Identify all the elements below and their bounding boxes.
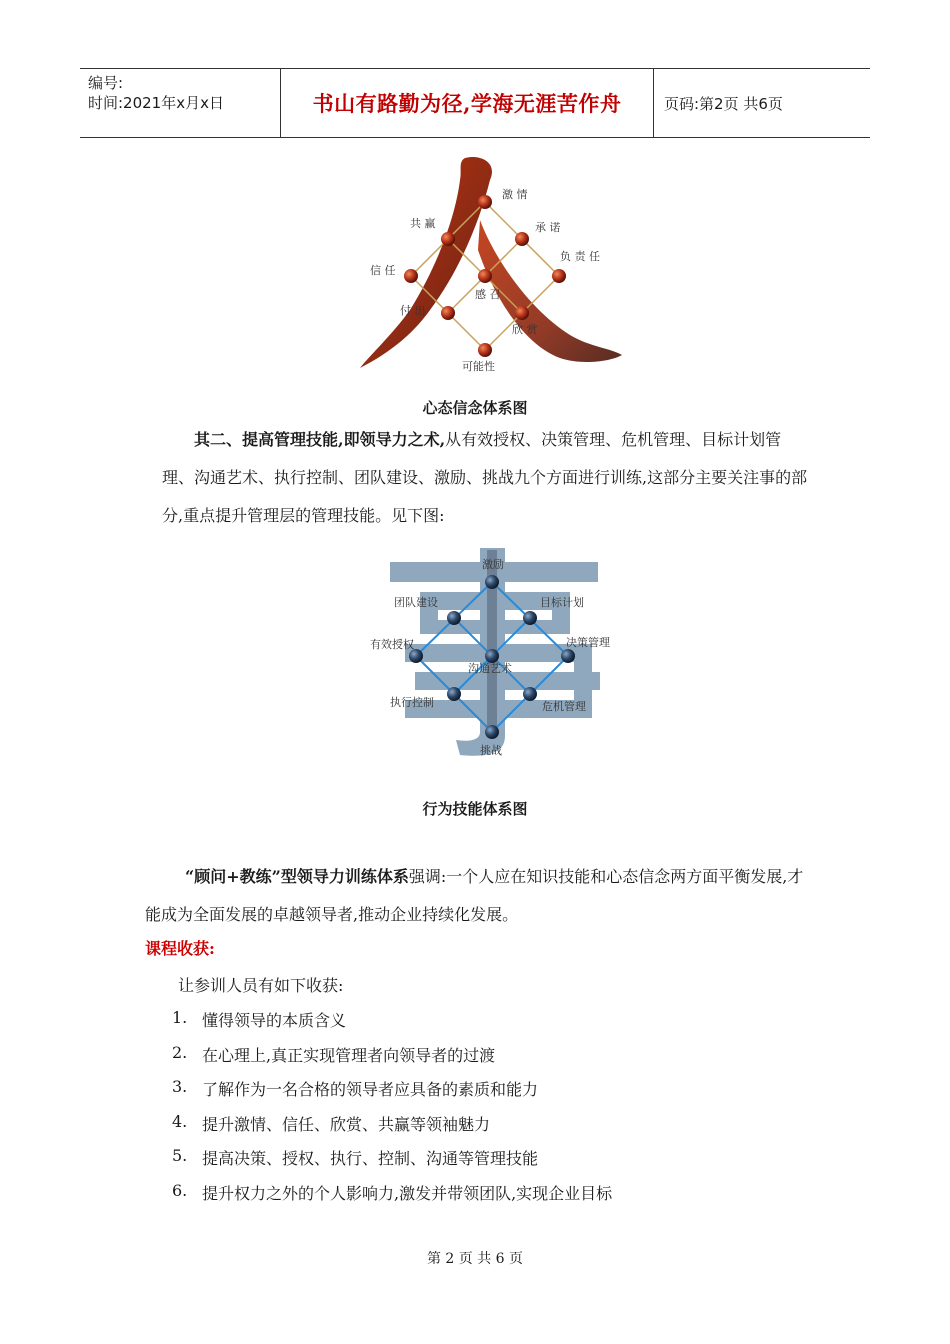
paragraph-system-text: 强调:一个人应在知识技能和心态信念两方面平衡发展,才能成为全面发展的卓越领导者,推动企业持续化发展。	[145, 867, 804, 924]
label-contribution: 付 出	[400, 304, 426, 317]
label-appreciation: 欣 赏	[512, 323, 538, 336]
skills-diagram	[360, 540, 630, 770]
label-responsibility: 负 责 任	[560, 250, 600, 263]
list-item: 6. 提升权力之外的个人影响力,激发并带领团队,实现企业目标	[172, 1180, 613, 1203]
label-possibility: 可能性	[462, 360, 495, 373]
figure1-caption: 心态信念体系图	[422, 399, 528, 417]
mindset-diagram	[330, 150, 640, 380]
list-item: 4. 提升激情、信任、欣赏、共赢等领袖魅力	[172, 1111, 491, 1134]
label-win-win: 共 赢	[410, 217, 436, 230]
label-crisis-management: 危机管理	[542, 700, 586, 713]
gains-intro: 让参训人员有如下收获:	[178, 976, 344, 995]
label-challenge: 挑战	[480, 744, 502, 757]
gains-list	[172, 1008, 612, 1216]
label-inspire: 感 召	[475, 288, 501, 301]
paragraph-system	[145, 858, 810, 934]
list-item: 3. 了解作为一名合格的领导者应具备的素质和能力	[172, 1077, 539, 1100]
page-header	[80, 68, 870, 138]
figure2-caption: 行为技能体系图	[422, 800, 528, 818]
header-page-info: 页码:第2页 共6页	[664, 94, 783, 113]
label-communication: 沟通艺术	[468, 662, 512, 675]
label-team-building: 团队建设	[394, 596, 438, 609]
number-label: 编号:	[88, 74, 124, 92]
label-passion: 激 情	[502, 188, 528, 201]
paragraph-skills	[162, 421, 812, 535]
page-footer: 第 2 页 共 6 页	[426, 1251, 524, 1267]
label-commitment: 承 诺	[535, 221, 561, 234]
label-delegation: 有效授权	[370, 638, 414, 651]
label-trust: 信 任	[370, 264, 396, 277]
paragraph-system-bold: “顾问+教练”型领导力训练体系	[185, 867, 409, 886]
paragraph-skills-text: 从有效授权、决策管理、危机管理、目标计划管理、沟通艺术、执行控制、团队建设、激励、挑战九个方面进行训练,这部分主要关注事的部分,重点提升管理层的管理技能。见下图:	[162, 430, 808, 525]
gains-heading: 课程收获:	[145, 939, 215, 958]
label-execution-control: 执行控制	[390, 696, 434, 709]
label-decision-management: 决策管理	[566, 636, 610, 649]
label-motivation: 激励	[482, 558, 504, 571]
label-goal-planning: 目标计划	[540, 596, 584, 609]
list-item: 5. 提高决策、授权、执行、控制、沟通等管理技能	[172, 1146, 539, 1169]
paragraph-skills-bold: 其二、提高管理技能,即领导力之术,	[194, 430, 446, 449]
list-item: 2. 在心理上,真正实现管理者向领导者的过渡	[172, 1042, 496, 1065]
time-label: 时间:2021年x月x日	[88, 94, 224, 112]
header-meta	[80, 69, 280, 137]
header-motto: 书山有路勤为径,学海无涯苦作舟	[280, 69, 654, 137]
list-item: 1. 懂得领导的本质含义	[172, 1008, 347, 1030]
